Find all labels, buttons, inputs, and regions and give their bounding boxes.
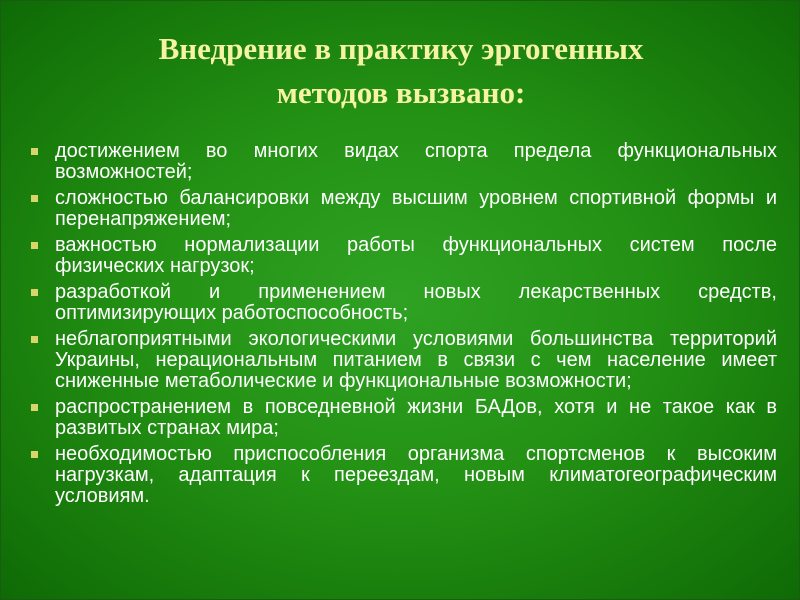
square-bullet-icon — [31, 242, 38, 249]
list-item-text: важностью нормализации работы функциональных систем после физических нагрузок; — [55, 234, 777, 277]
list-item — [31, 188, 777, 230]
list-item — [31, 444, 777, 507]
title-line-2: методов вызвано: — [276, 75, 526, 110]
list-item — [31, 235, 777, 277]
square-bullet-icon — [31, 289, 38, 296]
list-item-text: неблагоприятными экологическими условиями большинства территорий Украины, нерациональным питанием в связи с чем население имеет сниженные метаболические и функциональные возможности; — [55, 328, 777, 392]
list-item — [31, 282, 777, 324]
square-bullet-icon — [31, 195, 38, 202]
list-item-text: достижением во многих видах спорта предела функциональных возможностей; — [55, 140, 777, 183]
square-bullet-icon — [31, 451, 38, 458]
list-item — [31, 329, 777, 392]
square-bullet-icon — [31, 148, 38, 155]
list-item-text: сложностью балансировки между высшим уровнем спортивной формы и перенапряжением; — [55, 187, 777, 230]
square-bullet-icon — [31, 336, 38, 343]
list-item-text: необходимостью приспособления организма спортсменов к высоким нагрузкам, адаптация к переездам, новым климатогеографическим условиям. — [55, 443, 777, 507]
square-bullet-icon — [31, 404, 38, 411]
list-item — [31, 397, 777, 439]
slide-title — [41, 27, 761, 115]
list-item — [31, 141, 777, 183]
list-item-text: разработкой и применением новых лекарственных средств, оптимизирующих работоспособность; — [55, 281, 777, 324]
bullet-list — [31, 141, 777, 512]
list-item-text: распространением в повседневной жизни БАДов, хотя и не такое как в развитых странах мира; — [55, 396, 777, 439]
title-line-1: Внедрение в практику эргогенных — [158, 31, 644, 66]
